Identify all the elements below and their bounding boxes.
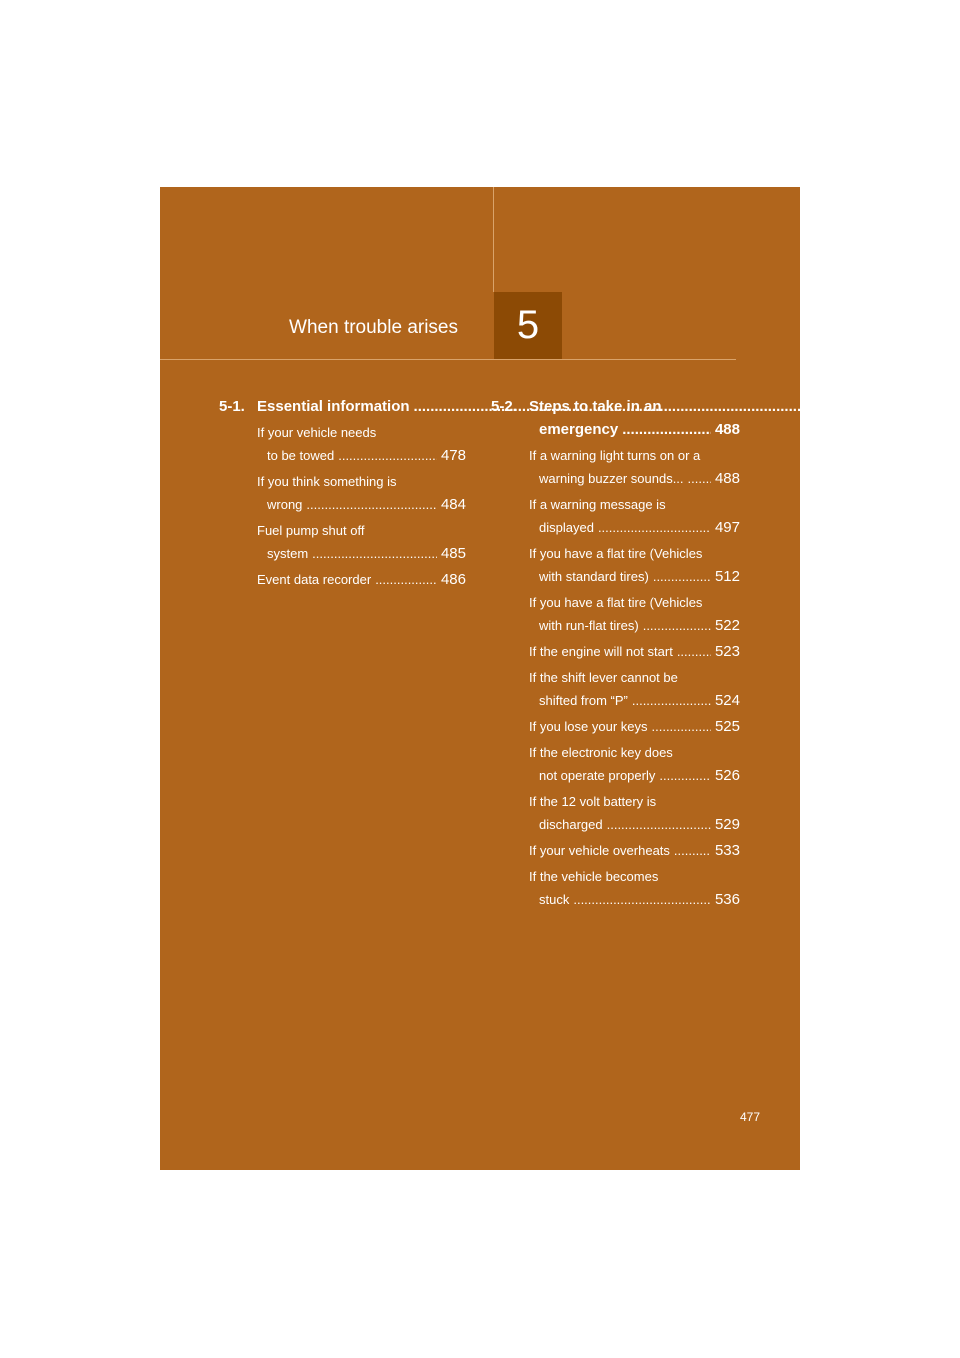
chapter-number-box: [494, 292, 562, 359]
toc-entry-page: 536: [714, 891, 740, 908]
section-title: Essential information: [257, 398, 410, 415]
page-number: 477: [739, 1110, 760, 1124]
toc-entry-text: Fuel pump shut off: [257, 523, 365, 538]
toc-entry-text: If your vehicle needs: [257, 425, 377, 440]
chapter-number: 5: [516, 303, 540, 347]
toc-entry-text: If you have a flat tire (Vehicles: [529, 595, 703, 610]
leader-dots: [607, 813, 711, 836]
chapter-panel: [160, 187, 936, 1170]
toc-entry[interactable]: [529, 444, 740, 490]
section-heading-5-2[interactable]: [491, 395, 740, 441]
leader-dots: [688, 467, 711, 490]
leader-dots: [338, 444, 437, 467]
toc-entry-text: If your vehicle overheats: [529, 843, 670, 858]
toc-entry[interactable]: [529, 790, 740, 836]
toc-entry-text: warning buzzer sounds...: [539, 471, 684, 486]
toc-entry-text: If you have a flat tire (Vehicles: [529, 546, 703, 561]
leader-dots: [643, 614, 711, 637]
leader-dots: [659, 764, 711, 787]
leader-dots: [652, 715, 711, 738]
toc-entry-page: 529: [714, 816, 740, 833]
toc-entry-text: If a warning message is: [529, 497, 666, 512]
toc-entry-page: 486: [440, 571, 466, 588]
toc-entry-text: If you lose your keys: [529, 719, 648, 734]
toc-entry-text: If the shift lever cannot be: [529, 670, 678, 685]
toc-entry[interactable]: [529, 741, 740, 787]
toc-entry-page: 485: [440, 545, 466, 562]
toc-entry-text: displayed: [539, 520, 594, 535]
section-page: 478: [910, 398, 936, 415]
toc-entry-text: stuck: [539, 892, 570, 907]
toc-entry[interactable]: [529, 640, 740, 663]
leader-dots: [632, 689, 711, 712]
toc-items-left: [219, 421, 466, 591]
toc-entry-text: system: [267, 546, 309, 561]
toc-entry[interactable]: [257, 568, 466, 591]
header-rule: [160, 359, 736, 360]
leader-dots: [653, 565, 711, 588]
toc-entry-page: 488: [714, 470, 740, 487]
toc-entry-page: 525: [714, 718, 740, 735]
toc-entry-page: 484: [440, 496, 466, 513]
chapter-title: When trouble arises: [289, 317, 458, 338]
toc-entry-page: 478: [440, 447, 466, 464]
leader-dots: [306, 493, 437, 516]
toc-entry-text: to be towed: [267, 448, 335, 463]
toc-items-right: [491, 444, 740, 911]
toc-entry-text: with standard tires): [539, 569, 649, 584]
toc-entry-page: 523: [714, 643, 740, 660]
leader-dots: [375, 568, 437, 591]
leader-dots: [598, 516, 711, 539]
toc-entry-page: 526: [714, 767, 740, 784]
vertical-divider: [493, 187, 494, 292]
toc-entry[interactable]: [529, 493, 740, 539]
toc-entry-text: with run-flat tires): [539, 618, 639, 633]
toc-entry-text: If the electronic key does: [529, 745, 673, 760]
leader-dots: [312, 542, 437, 565]
toc-entry-text: If the 12 volt battery is: [529, 794, 657, 809]
toc-entry[interactable]: [529, 666, 740, 712]
leader-dots: [573, 888, 711, 911]
leader-dots: [674, 839, 711, 862]
toc-entry-text: Event data recorder: [257, 572, 372, 587]
toc-column-right: [491, 395, 740, 911]
leader-dots: [622, 418, 711, 441]
section-number: 5-1.: [219, 398, 245, 415]
toc-entry[interactable]: [529, 839, 740, 862]
toc-entry-text: If you think something is: [257, 474, 397, 489]
toc-entry[interactable]: [257, 421, 466, 467]
toc-entry-page: 497: [714, 519, 740, 536]
section-page: 488: [714, 421, 740, 438]
toc-entry-text: shifted from “P”: [539, 693, 628, 708]
toc-entry-page: 533: [714, 842, 740, 859]
toc-entry-text: wrong: [267, 497, 303, 512]
toc-entry[interactable]: [529, 715, 740, 738]
section-title-line1: Steps to take in an: [529, 398, 662, 415]
toc-entry-page: 524: [714, 692, 740, 709]
toc-entry-text: discharged: [539, 817, 603, 832]
toc-entry-text: If the vehicle becomes: [529, 869, 659, 884]
toc-entry-text: not operate properly: [539, 768, 656, 783]
section-title-line2: emergency: [539, 421, 619, 438]
toc-entry[interactable]: [529, 865, 740, 911]
toc-entry-text: If a warning light turns on or a: [529, 448, 701, 463]
section-number: 5-2.: [491, 398, 517, 415]
toc-entry[interactable]: [529, 591, 740, 637]
toc-entry[interactable]: [529, 542, 740, 588]
toc-entry-text: If the engine will not start: [529, 644, 673, 659]
leader-dots: [677, 640, 711, 663]
toc-entry-page: 512: [714, 568, 740, 585]
toc-entry[interactable]: [257, 519, 466, 565]
toc-entry[interactable]: [257, 470, 466, 516]
toc-entry-page: 522: [714, 617, 740, 634]
